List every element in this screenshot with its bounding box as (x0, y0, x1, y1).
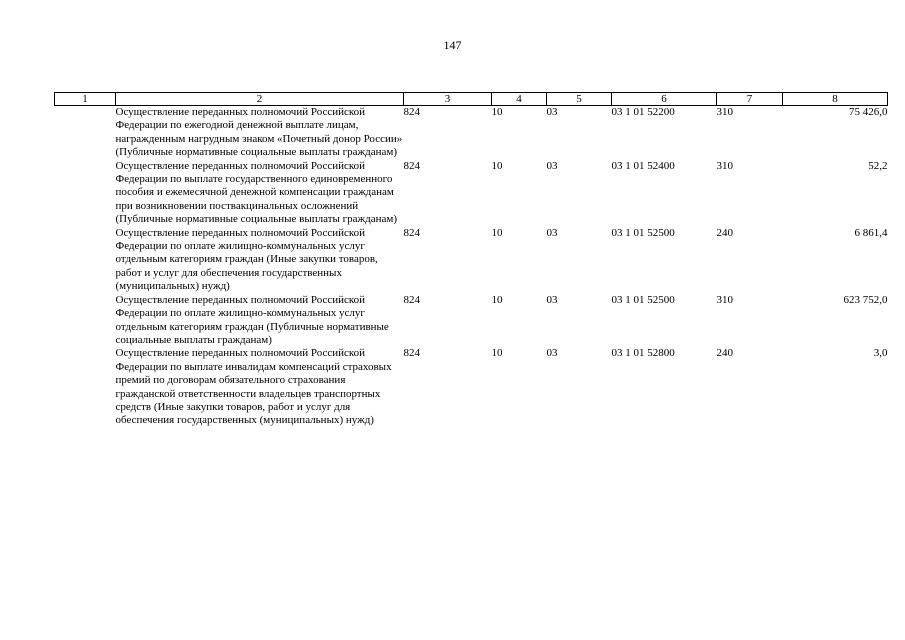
subsection-code: 03 (546, 106, 558, 118)
column-header-3: 3 (404, 93, 492, 106)
amount: 3,0 (873, 347, 888, 360)
ministry-code: 824 (403, 159, 420, 172)
table-row (55, 294, 888, 348)
expense-type-code: 240 (716, 226, 733, 239)
expense-type-code: 310 (716, 159, 733, 172)
header-row (55, 93, 888, 106)
expense-type-code: 310 (716, 293, 733, 306)
ministry-code: 824 (403, 293, 420, 306)
table-row (55, 347, 888, 427)
ministry-code: 824 (403, 226, 420, 239)
subsection-code: 03 (546, 293, 558, 306)
ministry-code: 824 (403, 106, 420, 118)
section-code: 10 (491, 347, 503, 360)
page-number: 147 (443, 38, 462, 52)
column-header-8: 8 (783, 93, 888, 106)
target-article-code: 03 1 01 52400 (611, 159, 675, 172)
target-article-code: 03 1 01 52800 (611, 347, 675, 360)
row-number (55, 294, 116, 348)
expense-name: Осуществление переданных полномочий Российской Федерации по выплате государственного единовременного пособия и ежемесячной денежной компенсации гражданам при возникновении поствакцинальных осложнений (Публичные нормативные социальные выплаты гражданам) (115, 159, 398, 226)
table-row (55, 160, 888, 227)
subsection-code: 03 (546, 347, 558, 360)
subsection-code: 03 (546, 159, 558, 172)
expense-name: Осуществление переданных полномочий Российской Федерации по выплате инвалидам компенсаций страховых премий по договорам обязательного страхования гражданской ответственности владельцев транспортных средств (Иные закупки товаров, работ и услуг для обеспечения государственных (муниципальных) нужд) (115, 347, 392, 427)
subsection-code: 03 (546, 226, 558, 239)
target-article-code: 03 1 01 52500 (611, 226, 675, 239)
expense-name: Осуществление переданных полномочий Российской Федерации по оплате жилищно-коммунальных услуг отдельным категориям граждан (Иные закупки товаров, работ и услуг для обеспечения государственных (муниципальных) нужд) (115, 226, 378, 293)
column-header-2: 2 (116, 93, 404, 106)
expense-type-code: 240 (716, 347, 733, 360)
section-code: 10 (491, 293, 503, 306)
row-number (55, 347, 116, 427)
budget-table (54, 92, 888, 428)
amount: 6 861,4 (854, 226, 888, 239)
amount: 75 426,0 (849, 106, 888, 118)
column-header-6: 6 (612, 93, 717, 106)
ministry-code: 824 (403, 347, 420, 360)
column-header-5: 5 (547, 93, 612, 106)
row-number (55, 160, 116, 227)
column-header-4: 4 (492, 93, 547, 106)
row-number (55, 227, 116, 294)
section-code: 10 (491, 106, 503, 118)
row-number (55, 106, 116, 160)
expense-name: Осуществление переданных полномочий Российской Федерации по оплате жилищно-коммунальных услуг отдельным категориям граждан (Публичные нормативные социальные выплаты гражданам) (115, 293, 389, 346)
section-code: 10 (491, 159, 503, 172)
column-header-7: 7 (717, 93, 783, 106)
table-row (55, 227, 888, 294)
table-row (55, 106, 888, 160)
expense-type-code: 310 (716, 106, 733, 118)
target-article-code: 03 1 01 52200 (611, 106, 675, 118)
amount: 52,2 (868, 159, 888, 172)
column-header-1: 1 (55, 93, 116, 106)
expense-name: Осуществление переданных полномочий Российской Федерации по ежегодной денежной выплате лицам, награжденным нагрудным знаком «Почетный донор России» (Публичные нормативные социальные выплаты гражданам) (115, 106, 403, 159)
target-article-code: 03 1 01 52500 (611, 293, 675, 306)
section-code: 10 (491, 226, 503, 239)
amount: 623 752,0 (843, 293, 888, 306)
